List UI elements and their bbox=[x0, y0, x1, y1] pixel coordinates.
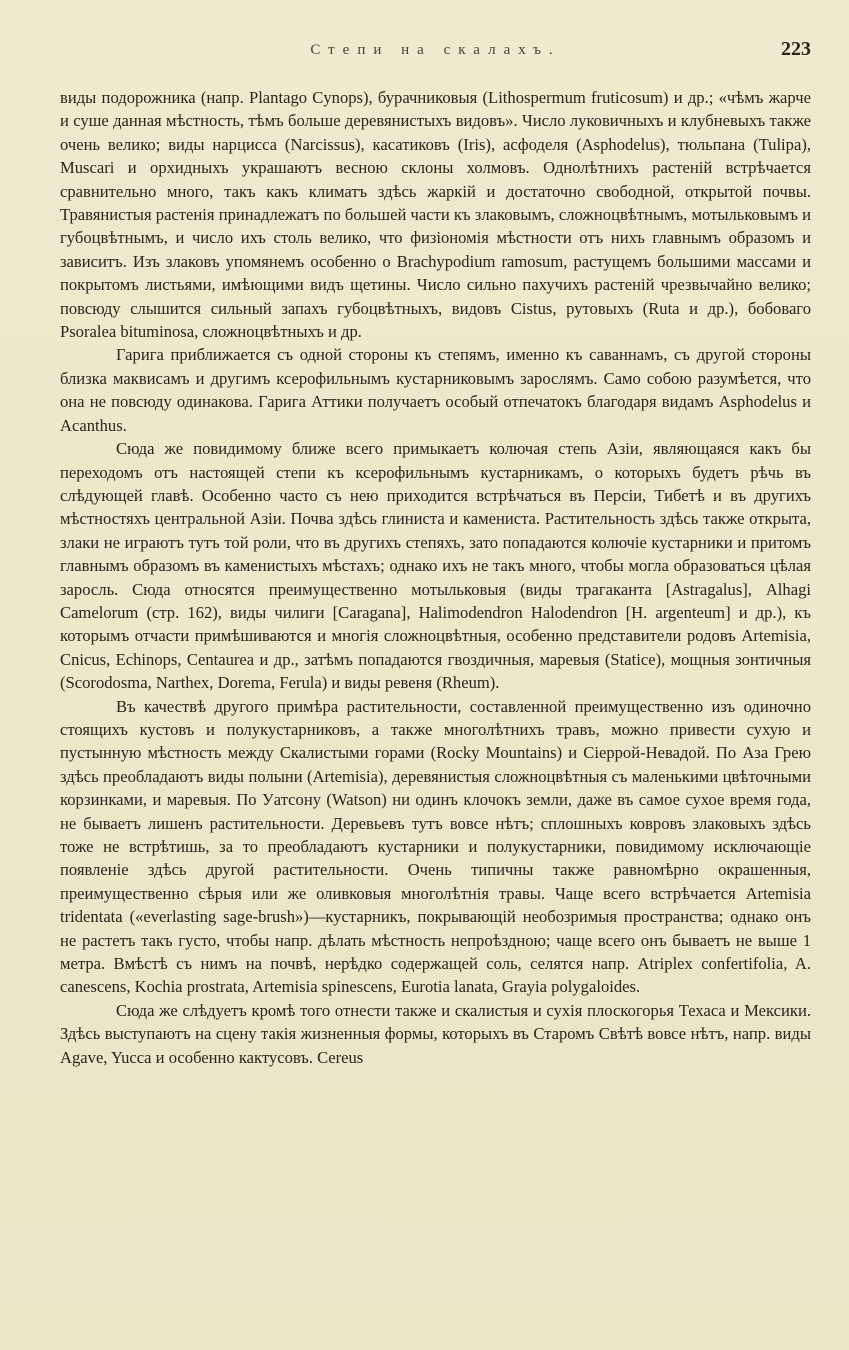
paragraph: виды подорожника (напр. Plantago Cynops), бурачниковыя (Lithospermum fruticosum) и др.; «чѣмъ жарче и суше данная мѣстность, тѣмъ больше деревянистыхъ видовъ». Число луковичныхъ и клубневыхъ также очень велико; виды нарцисса (Narcissus), касатиковъ (Iris), асфоделя (Asphodelus), тюльпана (Tulipa), Muscari и орхидныхъ украшаютъ весною склоны холмовъ. Однолѣтнихъ растеній встрѣчается сравнительно много, такъ какъ климатъ здѣсь жаркій и достаточно свободной, открытой почвы. Травянистыя растенія принадлежатъ по большей части къ злаковымъ, сложноцвѣтнымъ, мотыльковымъ и губоцвѣтнымъ, и число ихъ столь велико, что физіономія мѣстности отъ нихъ главнымъ образомъ и зависитъ. Изъ злаковъ упомянемъ особенно о Brachypodium ramosum, растущемъ большими массами и покрытомъ листьями, имѣющими видъ щетины. Число сильно пахучихъ растеній чрезвычайно велико; повсюду слышится сильный запахъ губоцвѣтныхъ, видовъ Cistus, рутовыхъ (Ruta и др.), бобоваго Psoralea bituminosa, сложноцвѣтныхъ и др. bbox=[60, 88, 811, 342]
paragraph: Сюда же слѣдуетъ кромѣ того отнести также и скалистыя и сухія плоскогорья Техаса и Мексики. Здѣсь выступаютъ на сцену такія жизненныя формы, которыхъ въ Старомъ Свѣтѣ вовсе нѣтъ, напр. виды Agave, Yucca и особенно кактусовъ. Cereus bbox=[60, 1000, 811, 1067]
paragraph: Гарига приближается съ одной стороны къ степямъ, именно къ саваннамъ, съ другой стороны близка маквисамъ и другимъ ксерофильнымъ кустарниковымъ зарослямъ. Само собою разумѣется, что она не повсюду одинакова. Гарига Аттики получаетъ особый отпечатокъ благодаря видамъ Asphodelus и Acanthus. bbox=[60, 345, 811, 435]
paragraph: Въ качествѣ другого примѣра растительности, составленной преимущественно изъ одиночно стоящихъ кустовъ и полукустарниковъ, а также многолѣтнихъ травъ, можно привести сухую и пустынную мѣстность между Скалистыми горами (Rocky Mountains) и Сіеррой-Невадой. По Аза Грею здѣсь преобладаютъ виды полыни (Artemisia), деревянистыя сложноцвѣтныя съ маленькими цвѣточными корзинками, и маревыя. По Уатсону (Watson) ни одинъ клочокъ земли, даже въ самое сухое время года, не бываетъ лишенъ растительности. Деревьевъ тутъ вовсе нѣтъ; сплошныхъ ковровъ злаковыхъ здѣсь тоже не встрѣтишь, за то преобладаютъ кустарники и полукустарники, повидимому исключающіе появленіе здѣсь другой растительности. Очень типичны также равномѣрно окрашенныя, преимущественно сѣрыя или же оливковыя многолѣтнія травы. Чаще всего встрѣчается Artemisia tridentata («everlasting sage-brush»)—кустарникъ, покрывающій необозримыя пространства; однако онъ не растетъ такъ густо, чтобы напр. дѣлать мѣстность непроѣздною; чаще всего онъ бываетъ не выше 1 метра. Вмѣстѣ съ нимъ на почвѣ, нерѣдко содержащей соль, селятся напр. Atriplex confertifolia, A. canescens, Kochia prostrata, Artemisia spinescens, Eurotia lanata, Grayia polygaloides. bbox=[60, 696, 811, 997]
page-header bbox=[60, 38, 811, 66]
body-text bbox=[60, 86, 811, 1069]
page-number: 223 bbox=[781, 38, 811, 60]
paragraph: Сюда же повидимому ближе всего примыкаетъ колючая степь Азіи, являющаяся какъ бы переходомъ отъ настоящей степи къ ксерофильнымъ кустарникамъ, о которыхъ будетъ рѣчь въ слѣдующей главѣ. Особенно часто съ нею приходится встрѣчаться въ Персіи, Тибетѣ и въ другихъ мѣстностяхъ центральной Азіи. Почва здѣсь глиниста и камениста. Растительность здѣсь также открыта, злаки не играютъ тутъ той роли, что въ другихъ степяхъ, зато попадаются колючіе кустарники и притомъ главнымъ образомъ въ каменистыхъ мѣстахъ; однако ихъ не такъ много, чтобы могла образоваться цѣлая заросль. Сюда относятся преимущественно мотыльковыя (виды трагаканта [Astragalus], Alhagi Camelorum (стр. 162), виды чилиги [Caragana], Halimodendron Halodendron [H. argenteum] и др.), къ которымъ отчасти примѣшиваются и многія сложноцвѣтныя, особенно представители родовъ Artemisia, Cnicus, Echinops, Centaurea и др., затѣмъ попадаются гвоздичныя, маревыя (Statice), мощныя зонтичныя (Scorodosma, Narthex, Dorema, Ferula) и виды ревеня (Rheum). bbox=[60, 439, 811, 693]
running-title: Степи на скалахъ. bbox=[310, 42, 561, 58]
